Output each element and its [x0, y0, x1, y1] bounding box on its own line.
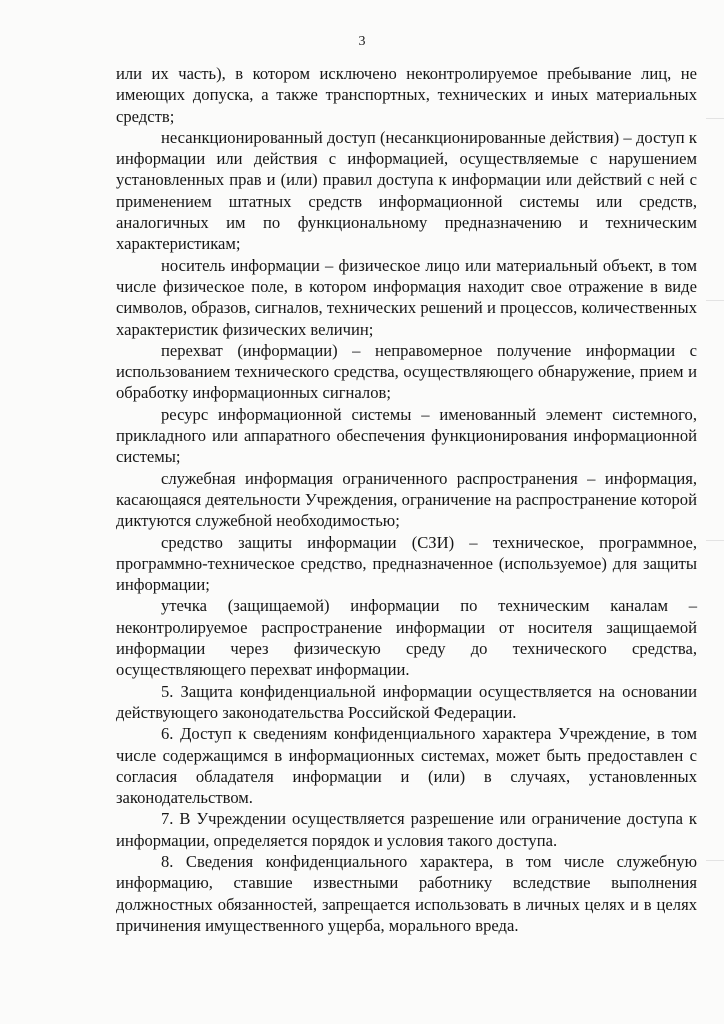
page-number: 3	[358, 34, 366, 49]
paragraph-2: несанкционированный доступ (несанкционированные действия) – доступ к информации или действия с информацией, осуществляемые с нарушением установленных прав и (или) правил доступа к информации или действий с ней с применением штатных средств информационной системы или средств, аналогичных им по функциональному предназначению и техническим характеристикам;	[116, 127, 697, 254]
paragraph-6: служебная информация ограниченного распространения – информация, касающаяся деятельности Учреждения, ограничение на распространение которой диктуются служебной необходимостью;	[116, 468, 697, 531]
paragraph-3: носитель информации – физическое лицо или материальный объект, в том числе физическое поле, в котором информация находит свое отражение в виде символов, образов, сигналов, технических решений и процессов, количественных характеристик физических величин;	[116, 255, 697, 339]
scan-artifact	[706, 300, 724, 301]
paragraph-item-5: 5. Защита конфиденциальной информации осуществляется на основании действующего законодательства Российской Федерации.	[116, 681, 697, 722]
paragraph-4: перехват (информации) – неправомерное получение информации с использованием технического средства, осуществляющего обнаружение, прием и обработку информационных сигналов;	[116, 340, 697, 403]
paragraph-item-6: 6. Доступ к сведениям конфиденциального характера Учреждение, в том числе содержащимся в информационных системах, может быть предоставлен с согласия обладателя информации и (или) в случаях, установленных законодательством.	[116, 724, 697, 808]
scan-artifact	[706, 860, 724, 861]
scan-artifact	[706, 118, 724, 119]
paragraph-7: средство защиты информации (СЗИ) – техническое, программное, программно-техническое средство, предназначенное (используемое) для защиты информации;	[116, 532, 697, 595]
paragraph-item-7: 7. В Учреждении осуществляется разрешение или ограничение доступа к информации, определяется порядок и условия такого доступа.	[116, 809, 697, 850]
paragraph-item-8: 8. Сведения конфиденциального характера, в том числе служебную информацию, ставшие известными работнику вследствие выполнения должностных обязанностей, запрещается использовать в личных целях и в целях причинения имущественного ущерба, морального вреда.	[116, 851, 697, 935]
scan-artifact	[706, 540, 724, 541]
paragraph-1: или их часть), в котором исключено неконтролируемое пребывание лиц, не имеющих допуска, а также транспортных, технических и иных материальных средств;	[116, 64, 697, 126]
document-body	[116, 63, 697, 936]
paragraph-5: ресурс информационной системы – именованный элемент системного, прикладного или аппаратного обеспечения функционирования информационной системы;	[116, 404, 697, 467]
paragraph-8: утечка (защищаемой) информации по техническим каналам – неконтролируемое распространение информации от носителя защищаемой информации через физическую среду до технического средства, осуществляющего перехват информации.	[116, 596, 697, 680]
